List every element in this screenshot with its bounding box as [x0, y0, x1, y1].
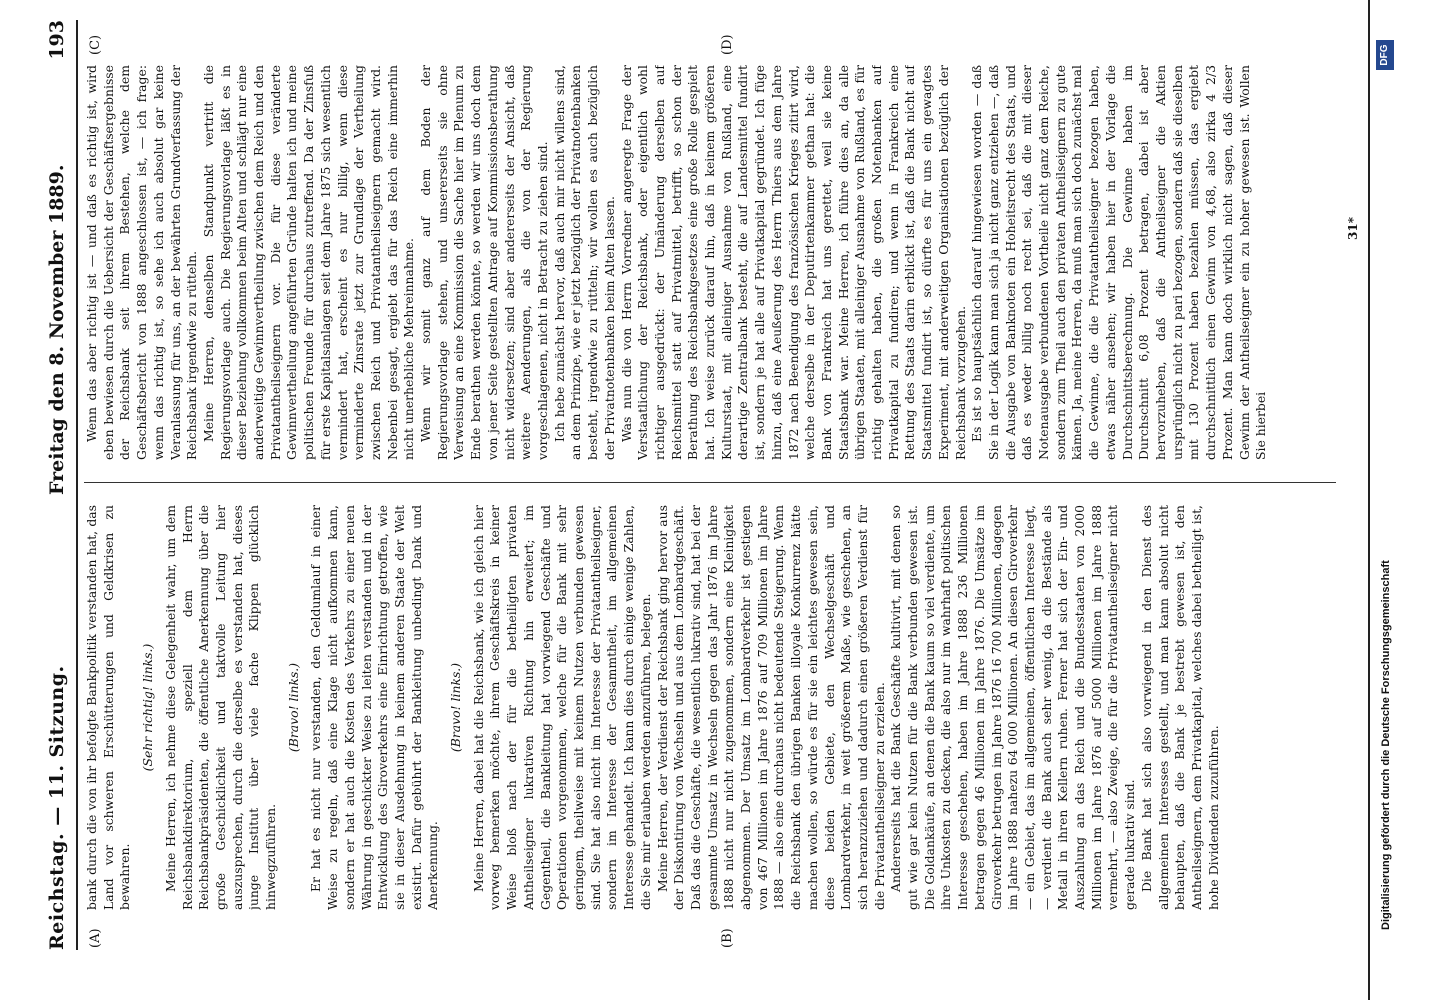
margin-marker-c: (C): [88, 34, 103, 55]
paragraph: Meine Herren, denselben Standpunkt vertritt die Regierungsvorlage auch. Die Regierungsvorlage läßt es in dieser Beziehung vollkommen beim Alten und schlägt nur eine anderweitige Gewinnvertheilung zwischen dem Reich und den Privatantheilseignern vor. Die für diese veränderte Gewinnvertheilung angeführten Gründe halten ich und meine politischen Freunde für durchaus zutreffend. Da der Zinsfuß für erste Kapitalsanlagen seit dem Jahre 1875 sich wesentlich vermindert hat, erscheint es nur billig, wenn diese verminderte Zinsrate jetzt zur Grundlage der Vertheilung zwischen Reich und Privatantheilseignern gemacht wird. Nebenbei gesagt, ergiebt das für das Reich eine immerhin nicht unerhebliche Mehreinnahme.: [200, 65, 417, 460]
header-divider: [76, 20, 78, 950]
paragraph: Es ist so hauptsächlich darauf hingewiesen worden — daß Sie in der Logik kann man sich ja nicht ganz entziehen —, daß die Ausgabe von Banknoten ein Hoheitsrecht des Staats, und daß es weder billig noch recht sei, daß die mit dieser Notenausgabe verbundenen Vortheile nicht ganz dem Reiche, sondern zum Theil auch den privaten Antheilseignern zu gute kämen. Ja, meine Herren, da muß man sich doch zunächst mal die Gewinne, die die Privatantheilseigner bezogen haben, etwas näher ansehen; wir haben hier in der Vorlage die Durchschnittsberechnung. Die Gewinne haben im Durchschnitt 6,08 Prozent betragen, dabei ist aber hervorzuheben, daß die Antheilseigner die Aktien ursprünglich nicht zu pari bezogen, sondern daß sie dieselben mit 130 Prozent haben bezahlen müssen, das ergiebt durchschnittlich einen Gewinn von 4,68, also zirka 4 2/3 Prozent. Man kann doch wirklich nicht sagen, daß dieser Gewinn der Antheilseigner ein zu hoher gewesen ist. Wollen Sie hierbei: [969, 65, 1269, 460]
digitization-footer: [1368, 0, 1410, 1000]
right-text-column: [84, 65, 1336, 460]
paragraph: Die Bank hat sich also vorwiegend in den Dienst des allgemeinen Interesses gestellt, und man kann absolut nicht behaupten, daß die Bank je bestrebt gewesen ist, den Antheilseignern, dem Privatkapital, welches dabei betheiligt ist, hohe Dividenden zuzuführen.: [1138, 505, 1221, 910]
paragraph: Was nun die von Herrn Vorredner angeregte Frage der Verstaatlichung der Reichsbank, oder eigentlich wohl richtiger ausgedrückt: der Umänderung derselben auf Reichsmittel statt auf Privatmittel, betrifft, so schon der Berathung des Reichsbankgesetzes eine große Rolle gespielt hat. Ich weise zurück darauf hin, daß in keinem größeren Kulturstaat, mit alleiniger Ausnahme von Rußland, eine derartige Zentralbank besteht, die auf Landesmittel fundirt ist, sondern je hat alle auf Privatkapital gegründet. Ich füge hinzu, daß eine Aeußerung des Herrn Thiers aus dem Jahre 1872 nach Beendigung des französischen Krieges zitirt wird, welche derselbe in der Deputirtenkammer gethan hat: die Bank von Frankreich hat uns gerettet, weil sie keine Staatsbank war. Meine Herren, ich führe dies an, da alle übrigen Staaten, mit alleiniger Ausnahme von Rußland, es für richtig gehalten haben, die großen Notenbanken auf Privatkapital zu fundiren; und wenn in Frankreich eine Rettung des Staats darin erblickt ist, daß die Bank nicht auf Staatsmittel fundirt ist, so dürfte es für uns ein gewagtes Experiment, mit anderweitigen Organisationen bezüglich der Reichsbank vorzugehen.: [618, 65, 968, 460]
margin-marker-d: (D): [720, 34, 735, 55]
paragraph: bank durch die von ihr befolgte Bankpolitik verstanden hat, das Land vor schweren Erschütterungen und Geldkrisen zu bewahren.: [84, 505, 133, 910]
header-session-title: Reichstag. — 11. Sitzung.: [46, 665, 68, 950]
paragraph: Meine Herren, der Verdienst der Reichsbank ging hervor aus der Diskontirung von Wechseln und aus dem Lombardgeschäft. Daß das die Geschäfte, die wesentlich lukrativ sind, hat bei der gesammte Umsatz in Wechseln gegen das Jahr 1876 im Jahre 1888 nicht nur nicht zugenommen, sondern eine Kleinigkeit abgenommen. Der Umsatz im Lombardverkehr ist gestiegen von 467 Millionen im Jahre 1876 auf 709 Millionen im Jahre 1888 — also eine durchaus nicht bedeutende Steigerung. Wenn die Reichsbank den übrigen Banken illoyale Konkurrenz hätte machen wollen, so würde es für sie ein leichtes gewesen sein, diese beiden Gebiete, den Wechselgeschäft und Lombardverkehr, in weit größerem Maße, wie geschehen, an sich heranzuziehen und dadurch einen größeren Verdienst für die Privatantheilseigner zu erzielen.: [654, 505, 887, 910]
margin-marker-b: (B): [720, 928, 735, 948]
paragraph: Meine Herren, dabei hat die Reichsbank, wie ich gleich hier vorweg bemerken möchte, ihrem Geschäftskreis in keiner Weise bloß nach der für die betheiligten privaten Antheilseigner lukrativen Richtung hin erweitert; im Gegentheil, die Bankleitung hat vorwiegend Geschäfte und Operationen vorgenommen, welche für die Bank mit sehr geringem, theilweise mit keinem Nutzen verbunden gewesen sind. Sie hat also nicht im Interesse der Privatantheilseigner, sondern im Interesse der Gesammtheit, im allgemeinen Interesse gehandelt. Ich kann dies durch einige wenige Zahlen, die Sie mir erlauben werden anzuführen, belegen.: [470, 505, 653, 910]
header-date: Freitag den 8. November 1889.: [46, 164, 68, 495]
dfg-logo: DFG: [1376, 40, 1394, 70]
sheet-signature: 31*: [1346, 217, 1360, 240]
page-header: [42, 20, 72, 950]
applause-note: (Bravo! links.): [285, 662, 301, 753]
paragraph: Ich hebe zunächst hervor, daß auch mir nicht willens sind, an dem Prinzipe, wie er jetzt bezüglich der Privatnotenbanken besteht, irgendwie zu rütteln; wir wollen es auch bezüglich der Privatnotenbanken beim Alten lassen.: [551, 65, 617, 460]
column-divider: [84, 482, 1336, 483]
margin-marker-a: (A): [88, 928, 103, 948]
paragraph: Andererseits hat die Bank Geschäfte kultivirt, mit denen so gut wie gar kein Nutzen für die Bank verbunden gewesen ist. Die Goldankäufe, an denen die Bank kaum so viel verdiente, um ihre Unkosten zu decken, die also nur im wahrhaft politischen Interesse geschehen, haben im Jahre 1888 236 Millionen betragen gegen 46 Millionen im Jahre 1876. Die Umsätze im Giroverkehr betrugen im Jahre 1876 16 700 Millionen, dagegen im Jahre 1888 nahezu 64 000 Millionen. An diesen Giroverkehr — ein Gebiet, das im allgemeinen, öffentlichen Interesse liegt, — verdient die Bank auch sehr wenig, da die Bestände als Metall in ihren Kellern ruhen. Ferner hat sich der Ein- und Auszahlung an das Reich und die Bundesstaaten von 2000 Millionen im Jahre 1876 auf 5000 Millionen im Jahre 1888 vermehrt, — also Zweige, die für die Privatantheilseigner nicht gerade lukrativ sind.: [888, 505, 1138, 910]
paragraph: Wenn wir somit ganz auf dem Boden der Regierungsvorlage stehen, und unsererseits sie ohne Verweisung an eine Kommission die Sache hier im Plenum zu Ende berathen werden könnte, so werden wir uns doch dem von jener Seite gestellten Antrage auf Kommissionsberathung nicht widersetzen; sind aber andererseits der Ansicht, daß weitere Aenderungen, als die von der Regierung vorgeschlagenen, nicht in Betracht zu ziehen sind.: [418, 65, 550, 460]
left-text-column: [84, 505, 1336, 910]
digitization-credit: Digitalisierung gefördert durch die Deutsche Forschungsgemeinschaft: [1380, 560, 1392, 930]
paragraph: Wenn das aber richtig ist — und daß es richtig ist, wird eben bewiesen durch die Uebersicht der Geschäftsergebnisse der Reichsbank seit ihrem Bestehen, welche dem Geschäftsbericht von 1888 angeschlossen ist, — ich frage: wenn das richtig ist, so sehe ich auch absolut gar keine Veranlassung für uns, an der bewährten Grundverfassung der Reichsbank irgendwie zu rütteln.: [84, 65, 200, 460]
paragraph: Er hat es nicht nur verstanden, den Geldumlauf in einer Weise zu regeln, daß eine Klage nicht aufkommen kann, sondern er hat auch die Kosten des Verkehrs zu einer neuen Währung in geschickter Weise zu leiten verstanden und in der Entwicklung des Giroverkehrs eine Einrichtung getroffen, wie sie in dieser Ausdehnung in keinem anderen Staate der Welt existirt. Dafür gebührt der Bankleitung unbedingt Dank und Anerkennung.: [308, 505, 441, 910]
paragraph: Meine Herren, ich nehme diese Gelegenheit wahr, um dem Reichsbankdirektorium, speziell dem Herrn Reichsbankpräsidenten, die öffentliche Anerkennung über die große Geschicklichkeit und taktvolle Leitung hier auszusprechen, durch die derselbe es verstanden hat, dieses junge Institut über viele fache Klippen glücklich hinwegzuführen.: [162, 505, 279, 910]
applause-note: (Bravo! links.): [448, 662, 464, 753]
applause-note: (Sehr richtig! links.): [140, 643, 156, 772]
page-number: 193: [46, 20, 68, 60]
